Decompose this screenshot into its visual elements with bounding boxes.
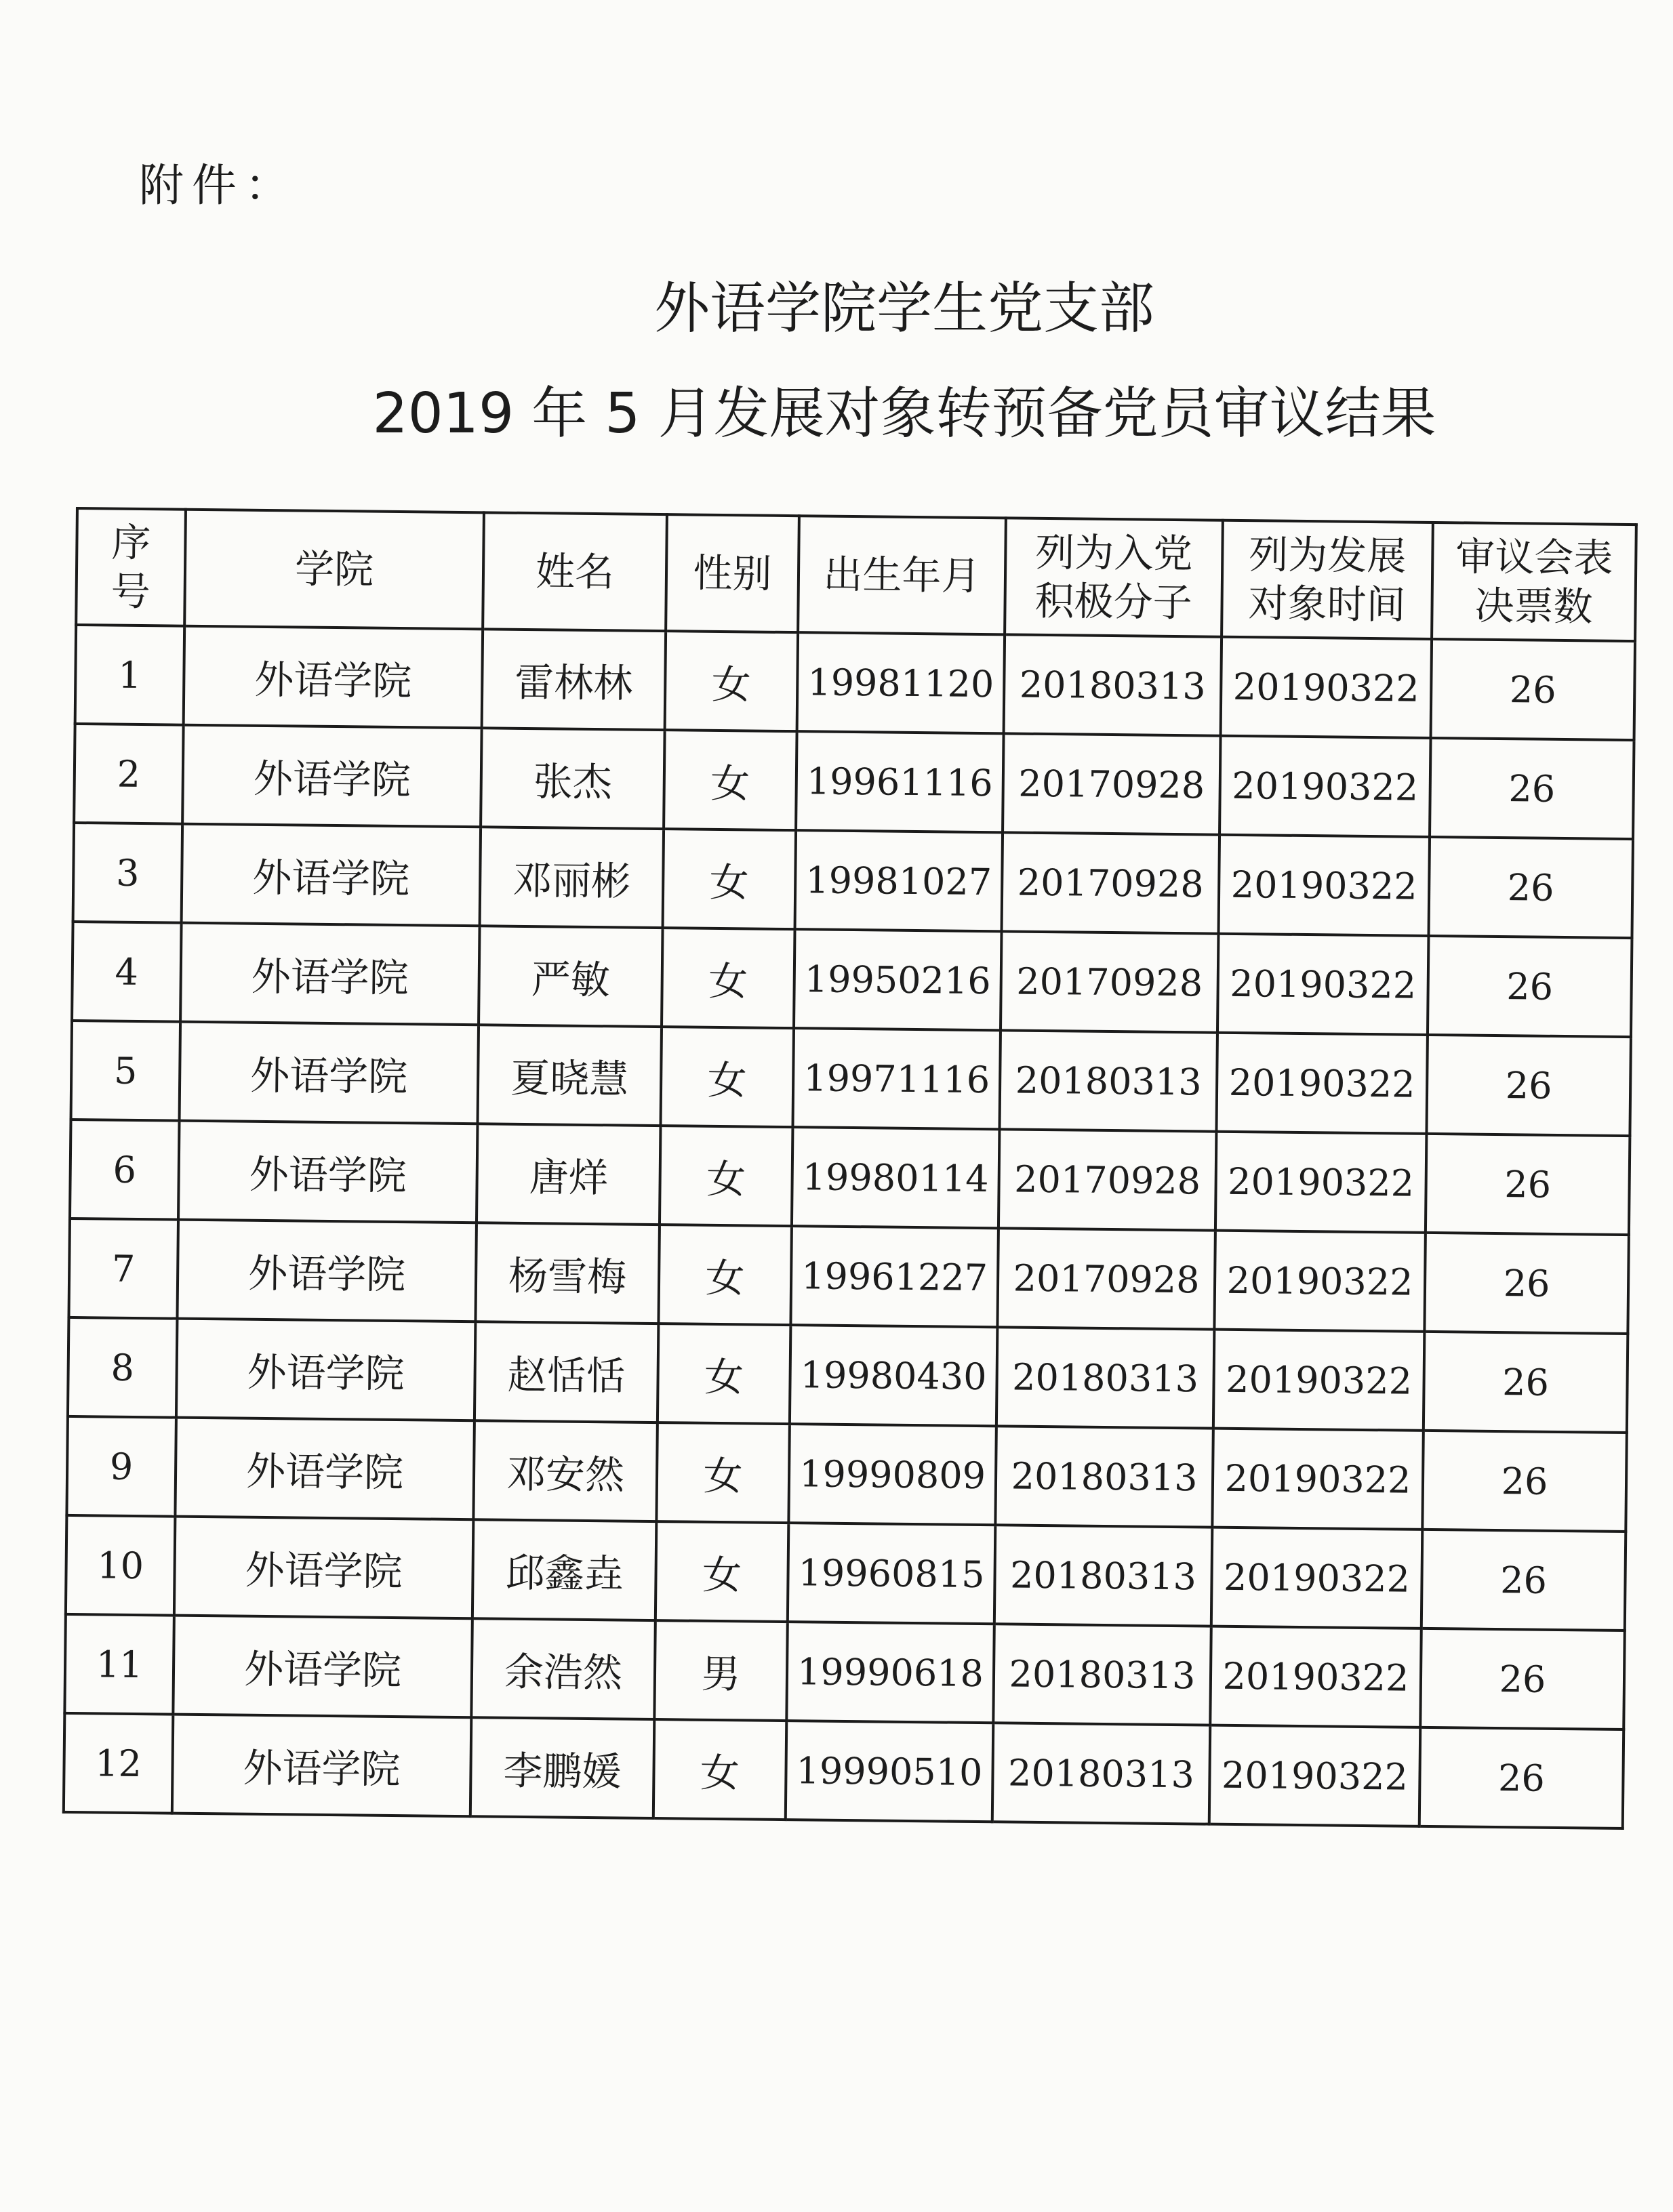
attachment-label: 附件： — [139, 159, 298, 211]
cell-index: 11 — [64, 1614, 174, 1715]
cell-college: 外语学院 — [172, 1715, 472, 1817]
table-row — [74, 724, 1634, 839]
cell-college: 外语学院 — [178, 1121, 478, 1223]
header-college: 学院 — [184, 510, 484, 630]
cell-gender: 女 — [664, 730, 797, 830]
cell-gender: 女 — [665, 631, 799, 731]
cell-index: 9 — [66, 1416, 176, 1517]
table-row — [70, 1120, 1630, 1235]
cell-activist-date: 20180313 — [994, 1525, 1213, 1626]
cell-vote-count: 26 — [1426, 1134, 1630, 1235]
cell-candidate-date: 20190322 — [1218, 835, 1430, 936]
table-header-row — [76, 508, 1636, 641]
cell-gender: 女 — [656, 1521, 789, 1622]
cell-gender: 女 — [653, 1719, 787, 1820]
cell-name: 雷林林 — [482, 629, 666, 730]
cell-index: 2 — [74, 724, 184, 824]
cell-vote-count: 26 — [1428, 936, 1632, 1037]
cell-candidate-date: 20190322 — [1221, 637, 1432, 738]
cell-birth-date: 19981120 — [797, 632, 1005, 733]
cell-birth-date: 19950216 — [794, 929, 1002, 1030]
table-row — [68, 1317, 1628, 1433]
cell-name: 夏晓慧 — [478, 1025, 662, 1126]
table-row — [64, 1713, 1624, 1828]
cell-gender: 女 — [660, 1126, 793, 1226]
cell-birth-date: 19960815 — [788, 1523, 996, 1624]
cell-vote-count: 26 — [1428, 837, 1633, 938]
table-row — [64, 1614, 1624, 1729]
cell-candidate-date: 20190322 — [1213, 1330, 1425, 1431]
cell-name: 严敏 — [479, 926, 663, 1027]
cell-name: 唐烊 — [477, 1124, 661, 1225]
cell-candidate-date: 20190322 — [1210, 1626, 1422, 1727]
cell-activist-date: 20180313 — [992, 1723, 1211, 1824]
results-table — [62, 507, 1638, 1830]
cell-index: 5 — [71, 1021, 181, 1121]
cell-vote-count: 26 — [1424, 1332, 1628, 1433]
cell-gender: 女 — [658, 1225, 792, 1325]
cell-name: 邱鑫垚 — [472, 1519, 657, 1620]
cell-index: 8 — [68, 1317, 178, 1418]
table-row — [75, 625, 1635, 740]
header-name: 姓名 — [483, 512, 667, 631]
cell-college: 外语学院 — [180, 923, 480, 1025]
cell-candidate-date: 20190322 — [1215, 1132, 1427, 1233]
cell-candidate-date: 20190322 — [1216, 1033, 1428, 1134]
cell-name: 余浩然 — [471, 1618, 656, 1719]
cell-vote-count: 26 — [1422, 1431, 1627, 1532]
results-table-container — [62, 507, 1638, 1830]
header-gender: 性别 — [666, 514, 799, 632]
cell-birth-date: 19980114 — [792, 1127, 1000, 1228]
cell-candidate-date: 20190322 — [1217, 934, 1429, 1035]
cell-birth-date: 19961116 — [796, 731, 1004, 832]
cell-college: 外语学院 — [175, 1418, 475, 1520]
cell-vote-count: 26 — [1419, 1727, 1624, 1828]
cell-gender: 女 — [660, 1027, 794, 1127]
document-title: 外语学院学生党支部 — [653, 276, 1154, 341]
cell-candidate-date: 20190322 — [1214, 1231, 1426, 1332]
cell-college: 外语学院 — [182, 824, 481, 926]
cell-college: 外语学院 — [182, 725, 482, 827]
header-activist-date: 列为入党 积极分子 — [1005, 518, 1223, 636]
header-vote-count: 审议会表 决票数 — [1432, 523, 1636, 641]
cell-college: 外语学院 — [184, 626, 483, 729]
cell-index: 10 — [66, 1515, 176, 1616]
cell-gender: 男 — [654, 1620, 788, 1721]
cell-birth-date: 19961227 — [790, 1226, 999, 1327]
cell-college: 外语学院 — [177, 1220, 477, 1322]
cell-vote-count: 26 — [1426, 1035, 1631, 1136]
cell-name: 邓丽彬 — [480, 827, 664, 928]
document-subtitle: 2019 年 5 月发展对象转预备党员审议结果 — [372, 382, 1436, 446]
cell-index: 7 — [68, 1218, 178, 1319]
cell-gender: 女 — [658, 1324, 791, 1424]
cell-college: 外语学院 — [176, 1319, 476, 1421]
cell-birth-date: 19980430 — [790, 1325, 998, 1426]
cell-index: 1 — [75, 625, 185, 725]
cell-activist-date: 20180313 — [996, 1327, 1215, 1428]
cell-college: 外语学院 — [174, 1517, 474, 1619]
table-row — [66, 1416, 1626, 1532]
cell-activist-date: 20170928 — [997, 1228, 1215, 1329]
cell-birth-date: 19990510 — [786, 1721, 994, 1822]
cell-vote-count: 26 — [1420, 1629, 1625, 1729]
cell-name: 杨雪梅 — [475, 1223, 660, 1324]
cell-gender: 女 — [656, 1422, 790, 1523]
cell-candidate-date: 20190322 — [1211, 1528, 1423, 1629]
cell-name: 李鹏媛 — [470, 1717, 655, 1818]
cell-activist-date: 20180313 — [995, 1426, 1213, 1527]
cell-activist-date: 20170928 — [999, 1129, 1217, 1230]
cell-activist-date: 20170928 — [1001, 931, 1219, 1032]
cell-candidate-date: 20190322 — [1212, 1429, 1424, 1530]
cell-birth-date: 19981027 — [795, 830, 1003, 931]
cell-birth-date: 19971116 — [792, 1028, 1001, 1129]
table-row — [66, 1515, 1626, 1631]
table-body — [64, 625, 1635, 1828]
cell-activist-date: 20180313 — [993, 1624, 1211, 1725]
cell-index: 12 — [64, 1713, 174, 1814]
cell-index: 3 — [73, 823, 183, 923]
cell-birth-date: 19990809 — [788, 1424, 996, 1525]
cell-activist-date: 20170928 — [1003, 733, 1221, 834]
table-row — [68, 1218, 1628, 1334]
cell-vote-count: 26 — [1422, 1530, 1626, 1631]
cell-name: 赵恬恬 — [475, 1322, 659, 1422]
cell-birth-date: 19990618 — [786, 1622, 994, 1723]
cell-college: 外语学院 — [173, 1616, 472, 1718]
cell-gender: 女 — [663, 829, 797, 929]
table-row — [71, 1021, 1631, 1136]
cell-name: 邓安然 — [473, 1420, 658, 1521]
cell-index: 4 — [72, 922, 182, 1022]
cell-vote-count: 26 — [1430, 738, 1634, 839]
cell-candidate-date: 20190322 — [1220, 736, 1431, 837]
cell-activist-date: 20170928 — [1002, 832, 1220, 933]
cell-vote-count: 26 — [1431, 639, 1636, 740]
header-candidate-date: 列为发展 对象时间 — [1222, 520, 1433, 639]
cell-activist-date: 20180313 — [999, 1030, 1217, 1131]
table-row — [73, 823, 1633, 938]
header-birth-date: 出生年月 — [798, 516, 1006, 634]
cell-activist-date: 20180313 — [1004, 634, 1222, 735]
cell-index: 6 — [70, 1120, 180, 1220]
cell-candidate-date: 20190322 — [1209, 1725, 1421, 1826]
cell-name: 张杰 — [481, 728, 665, 829]
cell-college: 外语学院 — [180, 1022, 479, 1124]
header-index: 序 号 — [76, 508, 186, 626]
cell-vote-count: 26 — [1424, 1233, 1629, 1334]
cell-gender: 女 — [662, 928, 795, 1028]
table-row — [72, 922, 1632, 1037]
